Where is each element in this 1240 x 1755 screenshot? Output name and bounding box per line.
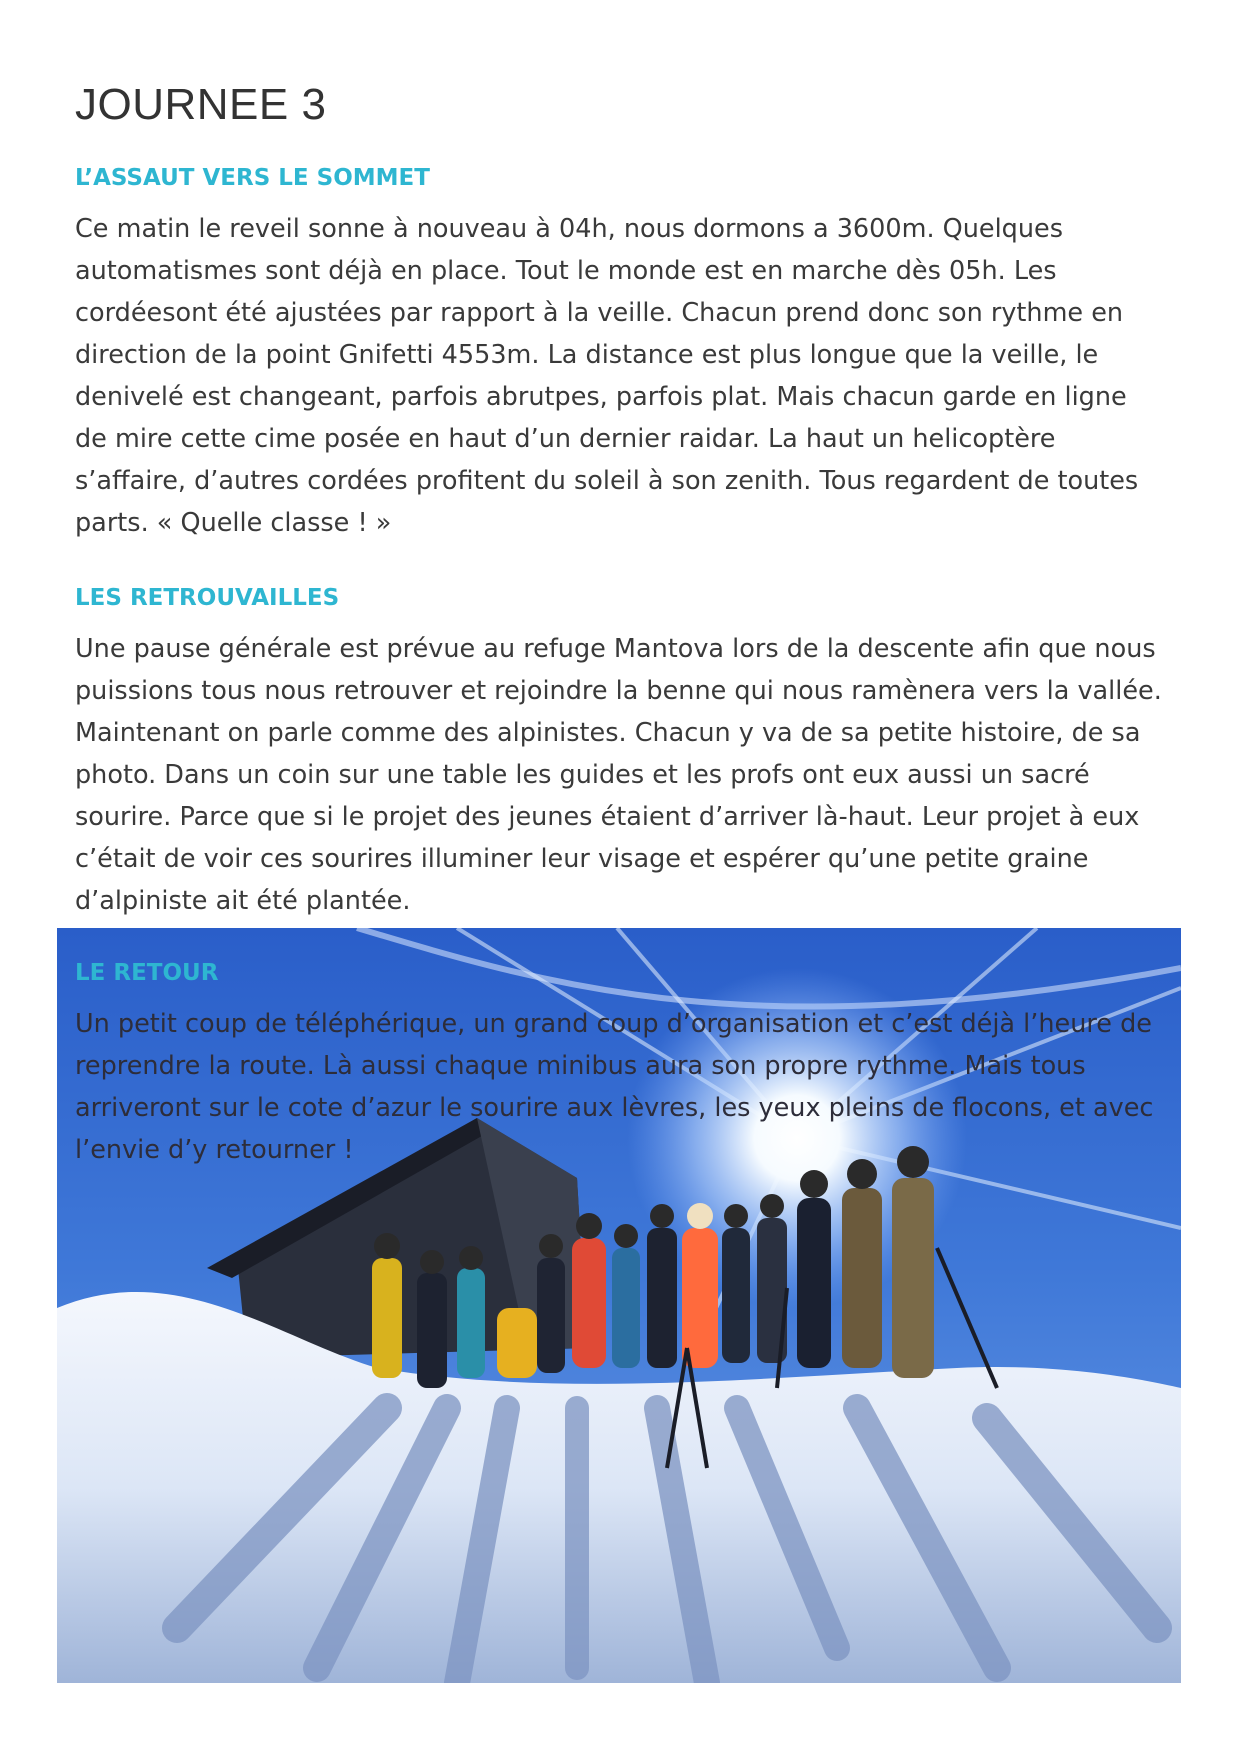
section-heading-assault: L’ASSAUT VERS LE SOMMET: [75, 165, 430, 191]
section-body-return: Un petit coup de téléphérique, un grand coup d’organisation et c’est déjà l’heure de reprendre la route. Là aussi chaque minibus aura son propre rythme. Mais tous arriveront sur le cote d’azur le sourire aux lèvres, les yeux pleins de flocons, et avec l’envie d’y retourner !: [75, 1009, 1154, 1165]
section-body-reunion: Une pause générale est prévue au refuge Mantova lors de la descente afin que nous puissions tous nous retrouver et rejoindre la benne qui nous ramènera vers la vallée. Maintenant on parle comme des alpinistes. Chacun y va de sa petite histoire, de sa photo. Dans un coin sur une table les guides et les profs ont eux aussi un sacré sourire. Parce que si le projet des jeunes étaient d’arriver là-haut. Leur projet à eux c’était de voir ces sourires illuminer leur visage et espérer qu’une petite graine d’alpiniste ait été plantée.: [75, 634, 1162, 916]
section-heading-reunion: LES RETROUVAILLES: [75, 585, 340, 611]
section-heading-return: LE RETOUR: [75, 960, 219, 986]
section-body-assault: Ce matin le reveil sonne à nouveau à 04h, nous dormons a 3600m. Quelques automatismes sont déjà en place. Tout le monde est en marche dès 05h. Les cordéesont été ajustées par rapport à la veille. Chacun prend donc son rythme en direction de la point Gnifetti 4553m. La distance est plus longue que la veille, le denivelé est changeant, parfois abrutpes, parfois plat. Mais chacun garde en ligne de mire cette cime posée en haut d’un dernier raidar. La haut un helicoptère s’affaire, d’autres cordées profitent du soleil à son zenith. Tous regardent de toutes parts. « Quelle classe ! »: [75, 214, 1139, 538]
page-title: JOURNEE 3: [75, 80, 327, 129]
